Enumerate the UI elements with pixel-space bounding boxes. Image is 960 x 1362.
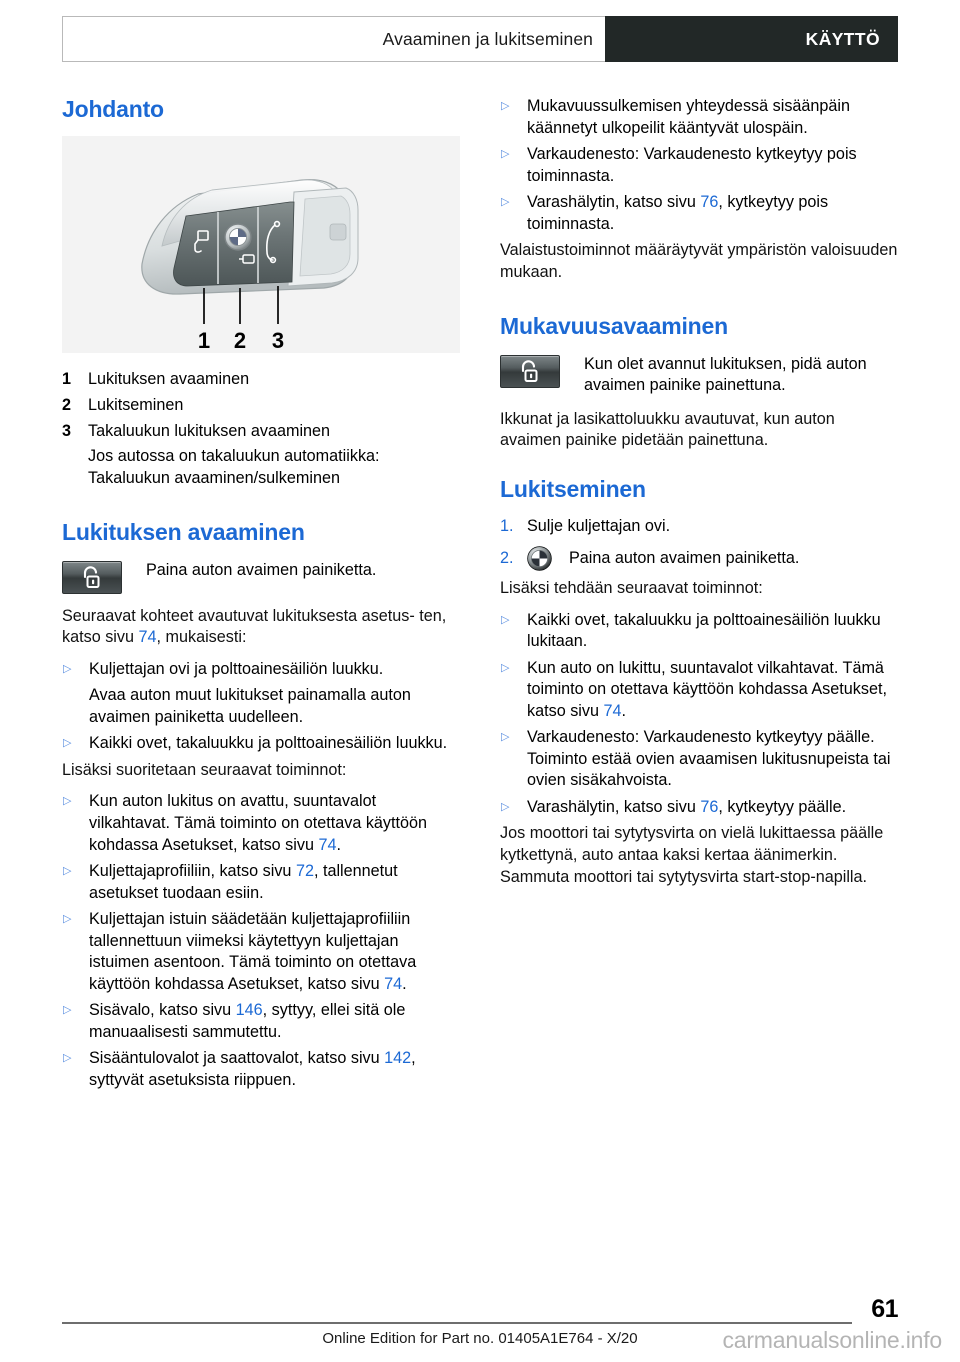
legend-item: [62, 369, 460, 391]
right-column: [500, 96, 898, 888]
bullet-text-pre: Kaikki ovet, takaluukku ja polttoainesäiliön luukku lukitaan.: [527, 610, 881, 651]
step-text: Sulje kuljettajan ovi.: [527, 517, 671, 536]
triangle-bullet-icon: ▷: [63, 795, 72, 808]
icon-slot: [500, 354, 584, 388]
legend-item: [62, 421, 460, 443]
bullet-item: [62, 909, 460, 995]
comfort-unlock-instruction: [500, 354, 898, 397]
footer-edition-text: Online Edition for Part no. 01405A1E764 - X/20: [322, 1330, 638, 1347]
bullet-item: [62, 659, 460, 681]
paragraph-seuraavat: [62, 606, 460, 649]
bullet-text-pre: Kun auton lukitus on avattu, suuntavalot vilkahtavat. Tämä toiminto on otettava käyttöön kohdassa Asetukset, katso sivu: [89, 792, 428, 854]
page-header: [62, 16, 898, 62]
page-reference[interactable]: 142: [384, 1049, 412, 1068]
triangle-bullet-icon: ▷: [501, 661, 510, 674]
triangle-bullet-icon: ▷: [501, 613, 510, 626]
watermark: carmanualsonline.info: [722, 1327, 942, 1353]
page-reference[interactable]: 74: [384, 974, 403, 993]
bmw-roundel-icon: [527, 546, 569, 571]
paragraph-valaistus: Valaistustoiminnot määräytyvät ympäristön valoisuuden mukaan.: [500, 241, 898, 281]
bullet-item: [500, 658, 898, 723]
footer-divider: [62, 1322, 852, 1324]
bullet-item: [62, 791, 460, 856]
step-item: [500, 516, 898, 538]
figure-legend-list: [62, 369, 460, 489]
bullet-item: [500, 192, 898, 235]
section-heading-lukitseminen: Lukitseminen: [500, 476, 646, 502]
triangle-bullet-icon: ▷: [501, 100, 510, 112]
open-padlock-glyph: [517, 360, 543, 384]
unlock-instruction: [62, 560, 460, 594]
legend-number: 3: [62, 421, 72, 440]
bullet-item: [62, 1000, 460, 1043]
bullet-text-post: .: [402, 974, 407, 993]
bullet-text: [527, 797, 898, 819]
triangle-bullet-icon: ▷: [63, 1052, 72, 1065]
page-reference[interactable]: 146: [235, 1001, 263, 1020]
bullet-item: [500, 96, 898, 139]
bullet-text: [527, 727, 898, 792]
bullet-list-lock-effects: [500, 610, 898, 819]
bullet-item: [62, 861, 460, 904]
bullet-text: [527, 96, 898, 139]
bullet-text: [89, 1048, 460, 1091]
bullet-text-pre: Sisääntulovalot ja saattovalot, katso sivu: [89, 1049, 385, 1068]
step-item: [500, 544, 898, 574]
triangle-bullet-icon: ▷: [63, 913, 72, 926]
page-reference[interactable]: 72: [295, 862, 314, 881]
unlock-padlock-icon: [500, 355, 560, 388]
para-line-2-pre: ten, katso sivu: [62, 606, 447, 647]
figure-callout-2: 2: [233, 328, 247, 354]
icon-slot: [62, 560, 146, 594]
bullet-list-unlock-targets: [62, 659, 460, 755]
bullet-item: [500, 610, 898, 653]
bullet-text-pre: Varkaudenesto: Varkaudenesto kytkeytyy päälle. Toiminto estää ovien avaamisen lukitusnupeista tai ovien sisäkahvoista.: [527, 728, 891, 790]
comfort-unlock-text: Kun olet avannut lukituksen, pidä auton avaimen painike painettuna.: [584, 354, 867, 395]
unlock-padlock-icon: [62, 561, 122, 594]
triangle-bullet-icon: ▷: [63, 1004, 72, 1017]
page-reference[interactable]: 76: [700, 193, 719, 212]
step-number: 2.: [500, 549, 514, 568]
chapter-label: KÄYTTÖ: [805, 28, 880, 49]
triangle-bullet-icon: ▷: [63, 865, 72, 878]
triangle-bullet-icon: ▷: [501, 148, 510, 161]
breadcrumb: [62, 16, 605, 62]
bullet-item: [62, 733, 460, 755]
page-number: 61: [871, 1295, 898, 1323]
legend-label: Lukitseminen: [88, 395, 184, 414]
figure-callout-1: 1: [197, 328, 211, 354]
bullet-text-pre: Kuljettajaprofiiliin, katso sivu: [89, 862, 296, 881]
bullet-list-additional-functions: [62, 791, 460, 1091]
key-fob-illustration: [62, 136, 460, 353]
triangle-bullet-icon: ▷: [63, 737, 72, 750]
page-reference[interactable]: 74: [318, 835, 337, 854]
legend-number: 1: [62, 370, 72, 389]
unlock-instruction-text: Paina auton avaimen painiketta.: [146, 560, 377, 579]
bullet-text-post: , syttyy, ellei sitä ole manuaalisesti sammutettu.: [89, 1001, 406, 1041]
bullet-text-post: .: [621, 701, 626, 720]
key-fob-figure: [62, 136, 460, 353]
bullet-text: Kuljettajan ovi ja polttoainesäiliön luukku.: [89, 659, 384, 678]
bullet-text: [527, 144, 898, 187]
para-line-2-post: , mukaisesti:: [156, 628, 247, 647]
step-number: 1.: [500, 517, 514, 536]
bullet-text: [89, 791, 460, 856]
bullet-text-pre: Sisävalo, katso sivu: [89, 1001, 236, 1020]
bullet-text: [89, 1000, 460, 1043]
left-column: [62, 96, 460, 1097]
page-reference[interactable]: 74: [138, 628, 157, 647]
bullet-item: [500, 797, 898, 819]
bullet-list-unlock-effects: [500, 96, 898, 235]
bullet-text-pre: Mukavuussulkemisen yhteydessä sisäänpäin käännetyt ulkopeilit kääntyvät ulospäin.: [527, 97, 851, 137]
breadcrumb-label: Avaaminen ja lukitseminen: [382, 28, 593, 49]
bullet-text-pre: Varkaudenesto: Varkaudenesto kytkeytyy pois toiminnasta.: [527, 145, 857, 185]
bullet-text: [527, 610, 898, 653]
legend-item: [62, 395, 460, 417]
bullet-text: [527, 658, 898, 723]
bullet-item: [62, 1048, 460, 1091]
bullet-text-post: , kytkeytyy päälle.: [718, 797, 847, 816]
lock-steps-list: [500, 516, 898, 574]
bullet-text-post: , syttyvät asetuksista riippuen.: [89, 1049, 416, 1089]
paragraph-moottori: Jos moottori tai sytytysvirta on vielä lukittaessa päälle kytkettynä, auto antaa kaksi kertaa äänimerkin. Sammuta moottori tai sytytysvirta start-stop-napilla.: [500, 824, 884, 886]
legend-continuation: Jos autossa on takaluukun automatiikka: Takaluukun avaaminen/sulkeminen: [88, 447, 380, 487]
bullet-continuation: Avaa auton muut lukitukset painamalla auton avaimen painiketta uudelleen.: [89, 686, 411, 726]
bullet-text-post: , kytkeytyy pois toiminnasta.: [527, 193, 829, 233]
bullet-item: [500, 727, 898, 792]
page-reference[interactable]: 76: [700, 797, 719, 816]
bullet-text: [89, 861, 460, 904]
bullet-item: [500, 144, 898, 187]
triangle-bullet-icon: ▷: [501, 731, 510, 744]
triangle-bullet-icon: ▷: [501, 196, 510, 209]
bullet-text-pre: Varashälytin, katso sivu: [527, 193, 701, 212]
bullet-text: Kaikki ovet, takaluukku ja polttoainesäiliön luukku.: [89, 734, 448, 753]
triangle-bullet-icon: ▷: [63, 662, 72, 675]
page-title: Johdanto: [62, 96, 164, 122]
section-heading-mukavuusavaaminen: Mukavuusavaaminen: [500, 313, 728, 340]
bullet-text-pre: Varashälytin, katso sivu: [527, 797, 701, 816]
paragraph-lisaksi-tehdaan: Lisäksi tehdään seuraavat toiminnot:: [500, 578, 763, 597]
legend-label: Takaluukun lukituksen avaaminen: [88, 421, 331, 440]
section-heading-lukituksen-avaaminen: Lukituksen avaaminen: [62, 519, 305, 546]
paragraph-lisaksi: Lisäksi suoritetaan seuraavat toiminnot:: [62, 760, 347, 779]
chapter-tab: [605, 16, 898, 62]
open-padlock-glyph: [79, 566, 105, 590]
step-text: Paina auton avaimen painiketta.: [569, 549, 800, 568]
legend-label: Lukituksen avaaminen: [88, 370, 250, 389]
bullet-text: [89, 909, 460, 995]
triangle-bullet-icon: ▷: [501, 800, 510, 813]
bullet-text-post: .: [336, 835, 341, 854]
bullet-text-pre: Kuljettajan istuin säädetään kuljettajaprofiiliin tallennettuun viimeksi käytettyyn kuljettajan istuimen asentoon. Tämä toiminto on otettava käyttöön kohdassa Asetukset, katso sivu: [89, 910, 417, 993]
paragraph-ikkunat: Ikkunat ja lasikattoluukku avautuvat, kun auton avaimen painike pidetään painettuna.: [500, 409, 835, 450]
legend-number: 2: [62, 395, 72, 414]
para-line-1: Seuraavat kohteet avautuvat lukituksesta asetus-: [62, 606, 415, 625]
bullet-text-post: , tallennetut asetukset tuodaan esiin.: [89, 862, 398, 902]
figure-callout-3: 3: [271, 328, 285, 354]
bullet-text-pre: Kun auto on lukittu, suuntavalot vilkahtavat. Tämä toiminto on otettava käyttöön kohdassa Asetukset, katso sivu: [527, 658, 887, 720]
bullet-text: [527, 192, 898, 235]
page-reference[interactable]: 74: [603, 701, 622, 720]
